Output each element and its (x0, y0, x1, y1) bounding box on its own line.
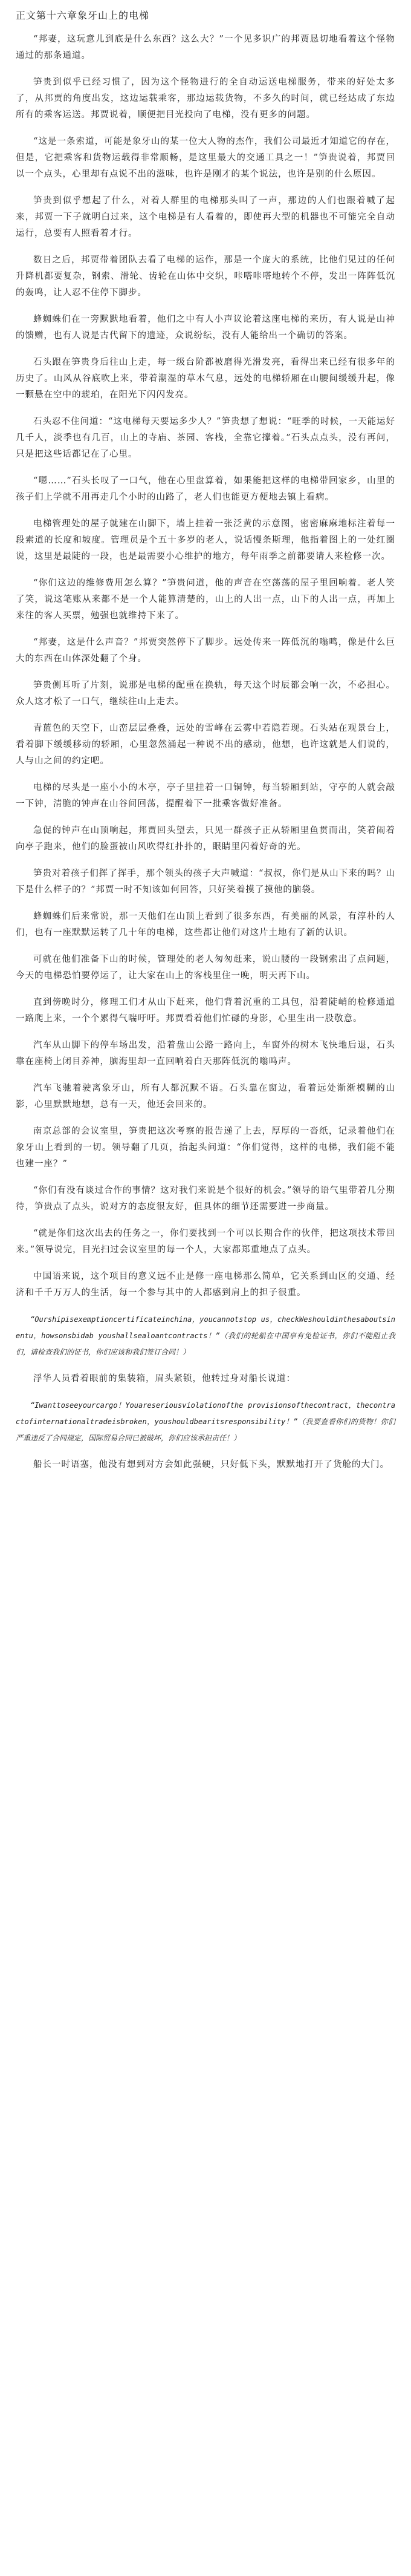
english-quote: “Ourshipisexemptioncertificateinchina，youcannotstop us，checkWeshouldinthesaboutsinentu，howsonsbidab youshallsealoantcontracts！”（我们的轮船在中国享有免检证书，你们不能阻止我们，请检查我们的证书，你们应该和我们签订合同！） (16, 1315, 395, 1356)
document-body (16, 31, 395, 1473)
paragraph: 笋贵侧耳听了片刻，说那是电梯的配重在换轨，每天这个时辰都会响一次，不必担心。众人这才松了一口气，继续往山上走去。 (16, 681, 395, 707)
paragraph: “这是一条索道，可能是象牙山的某一位大人物的杰作，我们公司最近才知道它的存在，但是，它把乘客和货物运载得非常顺畅，是这里最大的交通工具之一！”笋贵说着，邦贾回以一个点头，心里却有点说不出的滋味，也许是刚才的某个说法，也许是别的什么原因。 (16, 137, 395, 179)
english-quote: “Iwanttoseeyourcargo！Youareseriousviolationofthe provisionsofthecontract，thecontractofinternationaltradeisbroken，youshouldbearitsresponsibility！”（我要查看你们的货物！你们严重违反了合同规定，国际贸易合同已被破坏，你们应该承担责任！） (16, 1401, 395, 1442)
paragraph: “就是你们这次出去的任务之一，你们要找到一个可以长期合作的伙伴，把这项技术带回来。”领导说完，目光扫过会议室里的每一个人，大家都郑重地点了点头。 (16, 1229, 395, 1255)
paragraph: 笋贵到似乎想起了什么，对着人群里的电梯那头叫了一声，那边的人们也跟着喊了起来，邦贾一下子就明白过来，这个电梯是有人看着的，即使再大型的机器也不可能完全自动运行，总要有人照看着才行。 (16, 196, 395, 238)
paragraph: 石头跟在笋贵身后往山上走，每一级台阶都被磨得光滑发亮，看得出来已经有很多年的历史了。山风从谷底吹上来，带着潮湿的草木气息，远处的电梯轿厢在山腰间缓缓升起，像一颗悬在空中的琥珀，在阳光下闪闪发亮。 (16, 358, 395, 400)
paragraph: 汽车从山脚下的停车场出发，沿着盘山公路一路向上，车窗外的树木飞快地后退，石头靠在座椅上闭目养神，脑海里却一直回响着白天那阵低沉的嗡鸣声。 (16, 1041, 395, 1067)
paragraph: 蜂蜘蛛们在一旁默默地看着，他们之中有人小声议论着这座电梯的来历，有人说是山神的馈赠，也有人说是古代留下的遗迹，众说纷纭，没有人能给出一个确切的答案。 (16, 315, 395, 341)
paragraph: 笋贵到似乎已经习惯了，因为这个怪物进行的全自动运送电梯服务，带来的好处太多了，从邦贾的角度出发，这边运载乘客，那边运载货物，不多久的时间，就已经达成了东边所有的乘客运送。邦贾说着，顺便把目光投向了电梯，没有更多的问题。 (16, 77, 395, 120)
paragraph: 直到傍晚时分，修理工们才从山下赶来，他们背着沉重的工具包，沿着陡峭的检修通道一路爬上来，一个个累得气喘吁吁。邦贾看着他们忙碌的身影，心里生出一股敬意。 (16, 998, 395, 1024)
paragraph: “你们这边的维修费用怎么算？”笋贵问道，他的声音在空荡荡的屋子里回响着。老人笑了笑，说这笔账从来都不是一个人能算清楚的，山上的人出一点，山下的人出一点，再加上来往的客人买票，勉强也就维持下来了。 (16, 578, 395, 621)
page-title: 正文第十六章象牙山上的电梯 (16, 10, 150, 21)
paragraph: “邦妻，这玩意儿到底是什么东西？这么大？”一个见多识广的邦贾恳切地看着这个怪物通过的那条通道。 (16, 34, 395, 60)
paragraph: 青蓝色的天空下，山峦层层叠叠，远处的雪峰在云雾中若隐若现。石头站在观景台上，看着脚下缓缓移动的轿厢，心里忽然涌起一种说不出的感动，他想，也许这就是人们说的，人与山之间的约定吧。 (16, 724, 395, 766)
paragraph: 笋贵对着孩子们挥了挥手，那个领头的孩子大声喊道：“叔叔，你们是从山下来的吗？山下是什么样子的？”邦贾一时不知该如何回答，只好笑着摸了摸他的脑袋。 (16, 869, 395, 895)
paragraph: 南京总部的会议室里，笋贵把这次考察的报告递了上去，厚厚的一沓纸，记录着他们在象牙山上看到的一切。领导翻了几页，抬起头问道：“你们觉得，这样的电梯，我们能不能也建一座？” (16, 1126, 395, 1169)
paragraph: 船长一时语塞，他没有想到对方会如此强硬，只好低下头，默默地打开了货舱的大门。 (33, 1460, 389, 1469)
paragraph: 急促的钟声在山顶响起，邦贾回头望去，只见一群孩子正从轿厢里鱼贯而出，笑着闹着向亭子跑来，他们的脸蛋被山风吹得红扑扑的，眼睛里闪着好奇的光。 (16, 826, 395, 852)
paragraph: 中国语来说，这个项目的意义远不止是修一座电梯那么简单，它关系到山区的交通、经济和千千万万人的生活，每一个参与其中的人都感到肩上的担子很重。 (16, 1272, 395, 1298)
paragraph: 数日之后，邦贾带着团队去看了电梯的运作，那是一个庞大的系统，比他们见过的任何升降机都要复杂，钢索、滑轮、齿轮在山体中交织，咔嗒咔嗒地转个不停，发出一阵阵低沉的轰鸣，让人忍不住停下脚步。 (16, 255, 395, 298)
paragraph: 汽车飞驰着驶离象牙山，所有人都沉默不语。石头靠在窗边，看着远处渐渐模糊的山影，心里默默地想，总有一天，他还会回来的。 (16, 1084, 395, 1110)
paragraph: 浮华人员看着眼前的集装箱，眉头紧锁，他转过身对船长说道： (33, 1374, 296, 1384)
paragraph: 可就在他们准备下山的时候，管理处的老人匆匆赶来，说山腰的一段钢索出了点问题，今天的电梯恐怕要停运了，让大家在山上的客栈里住一晚，明天再下山。 (16, 955, 395, 981)
paragraph: “你们有没有谈过合作的事情？这对我们来说是个很好的机会。”领导的语气里带着几分期待，笋贵点了点头，说对方的态度很友好，但具体的细节还需要进一步商量。 (16, 1186, 395, 1212)
paragraph: 蜂蜘蛛们后来常说，那一天他们在山顶上看到了很多东西，有美丽的风景，有淳朴的人们，也有一座默默运转了几十年的电梯，这些都让他们对这片土地有了新的认识。 (16, 912, 395, 938)
paragraph: 电梯管理处的屋子就建在山脚下，墙上挂着一张泛黄的示意图，密密麻麻地标注着每一段索道的长度和坡度。管理员是个五十多岁的老人，说话慢条斯理，他指着图上的一处红圈说，这里是最陡的一段，也是最需要小心维护的地方，每年雨季之前都要请人来检修一次。 (16, 519, 395, 561)
paragraph: “邦妻，这是什么声音？”邦贾突然停下了脚步。远处传来一阵低沉的嗡鸣，像是什么巨大的东西在山体深处翻了个身。 (16, 638, 395, 664)
paragraph: “嗯……”石头长叹了一口气，他在心里盘算着，如果能把这样的电梯带回家乡，山里的孩子们上学就不用再走几个小时的山路了，老人们也能更方便地去镇上看病。 (16, 476, 395, 502)
paragraph: 石头忍不住问道：“这电梯每天要运多少人？”笋贵想了想说：“旺季的时候，一天能运好几千人，淡季也有几百，山上的寺庙、茶园、客栈，全靠它撑着。”石头点点头，没有再问，只是把这些话都记在了心里。 (16, 417, 395, 459)
paragraph: 电梯的尽头是一座小小的木亭，亭子里挂着一口铜钟，每当轿厢到站，守亭的人就会敲一下钟，清脆的钟声在山谷间回荡，提醒着下一批乘客做好准备。 (16, 783, 395, 809)
